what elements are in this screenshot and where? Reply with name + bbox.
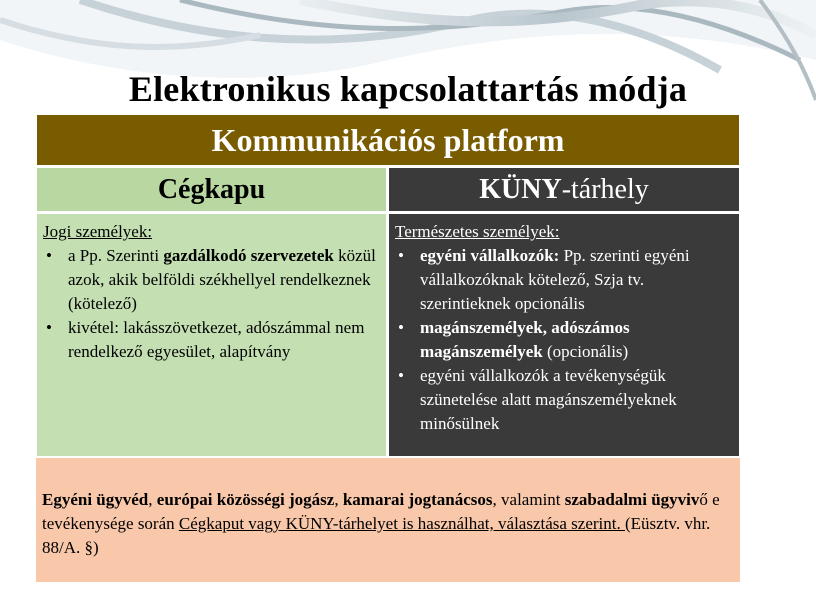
bullet-icon: •	[46, 318, 52, 337]
kuny-heading	[388, 167, 740, 212]
kuny-list	[395, 244, 733, 436]
cegkapu-item1-c: közül azok, akik belföldi székhellyel rendelkeznek (kötelező)	[68, 246, 376, 313]
list-item	[395, 316, 733, 364]
footer-reference: (Eüsztv. vhr. 88/A. §)	[42, 514, 711, 557]
kuny-item2-b: (opcionális)	[542, 342, 629, 361]
footer-p2: európai közösségi jogász	[156, 490, 335, 509]
footer-s3: , valamint	[492, 490, 565, 509]
bullet-icon: •	[398, 318, 404, 337]
footer-s4: ő e tevékenysége során	[42, 490, 720, 533]
cegkapu-item2: kivétel: lakásszövetkezet, adószámmal nem rendelkező egyesület, alapítvány	[68, 318, 365, 361]
kuny-heading-bold: KÜNY	[479, 173, 562, 205]
footer-p1: Egyéni ügyvéd	[42, 490, 149, 509]
bullet-icon: •	[46, 246, 52, 265]
cegkapu-item1-b: gazdálkodó szervezetek	[163, 246, 334, 265]
kuny-item3: egyéni vállalkozók a tevékenységük szünetelése alatt magánszemélyeknek minősülnek	[420, 366, 677, 433]
bullet-icon: •	[398, 366, 404, 385]
footer-s2: ,	[334, 490, 343, 509]
cegkapu-list	[43, 244, 380, 364]
kuny-lead: Természetes személyek:	[395, 222, 560, 241]
list-item	[43, 244, 380, 316]
footer-p3: kamarai jogtanácsos	[342, 490, 493, 509]
cegkapu-item1-a: a Pp. Szerinti	[68, 246, 164, 265]
footer-s1: ,	[148, 490, 157, 509]
kuny-cell	[388, 213, 740, 457]
kuny-item1-b: Pp. szerinti egyéni vállalkozóknak kötelező, Szja tv. szerintieknek opcionális	[420, 246, 690, 313]
footer-p4: szabadalmi ügyviv	[564, 490, 700, 509]
list-item	[395, 244, 733, 316]
cegkapu-lead: Jogi személyek:	[43, 222, 153, 241]
kuny-heading-suffix: -tárhely	[561, 173, 649, 205]
kuny-item1-a: egyéni vállalkozók:	[420, 246, 560, 265]
bullet-icon: •	[398, 246, 404, 265]
kuny-item2-a: magánszemélyek, adószámos magánszemélyek	[420, 318, 630, 361]
page-title: Elektronikus kapcsolattartás módja	[128, 69, 688, 109]
platform-header: Kommunikációs platform	[36, 114, 740, 166]
footer-choice-text: Cégkaput vagy KÜNY-tárhelyet is használhat, választása szerint.	[178, 514, 625, 533]
footer-note	[36, 458, 740, 582]
cegkapu-heading: Cégkapu	[36, 167, 387, 212]
list-item	[43, 316, 380, 364]
cegkapu-cell	[36, 213, 387, 457]
list-item	[395, 364, 733, 436]
